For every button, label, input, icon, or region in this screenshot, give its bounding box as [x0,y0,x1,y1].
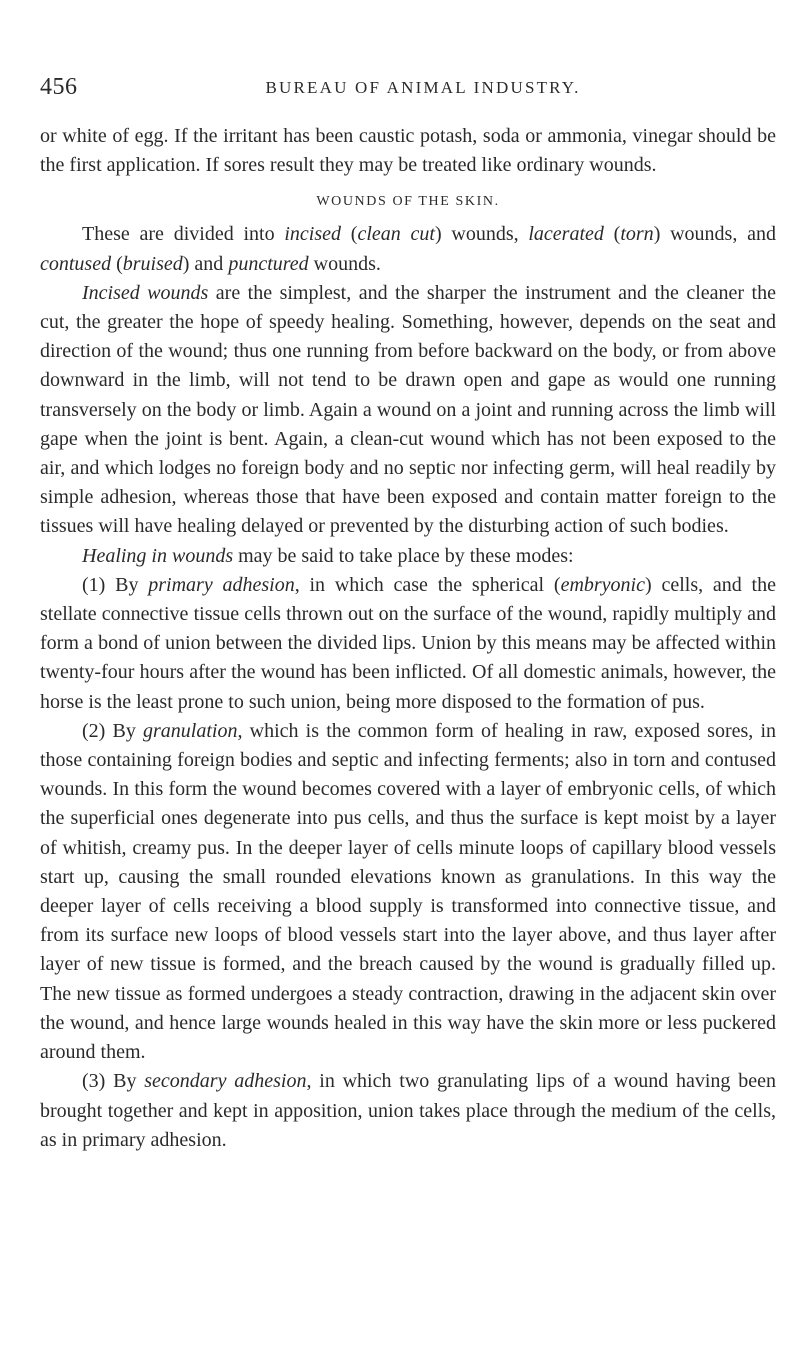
text-run: ( [603,223,621,246]
italic-term: clean cut [357,223,435,246]
italic-term: contused [40,252,112,275]
paragraph-incised-wounds [40,279,776,542]
italic-term: lacerated [528,223,604,246]
text-run: (3) By [82,1070,145,1093]
paragraph-wound-types [40,220,776,278]
text-run: , which is the common form of healing in raw, exposed sores, in those containing foreign bodies and septic and infecting ferments; also in torn and contused wounds. In this form the wound becomes covered with a layer of embryonic cells, of which the superficial ones degenerate into pus cells, and thus the surface is kept moist by a layer of whitish, creamy pus. In the deeper layer of cells minute loops of capillary blood vessels start up, causing the small rounded elevations known as granulations. In this way the deeper layer of cells receiving a blood supply is transformed into connective tissue, and from its surface new loops of blood vessels start into the layer above, and thus layer after layer of new tissue is formed, and the breach caused by the wound is gradually filled up. The new tissue as formed undergoes a steady contraction, drawing in the adjacent skin over the wound, and hence large wounds healed in this way have the skin more or less puckered around them. [40,719,776,1064]
italic-term: embryonic [560,573,645,596]
text-run: ) and [182,252,229,275]
text-run: may be said to take place by these modes: [233,544,574,567]
italic-term: incised [284,223,341,246]
body-text [40,122,776,1155]
italic-term: secondary adhesion [144,1070,307,1093]
italic-term: torn [620,223,654,246]
page-header [40,74,776,104]
text-run: These are divided into [82,223,285,246]
italic-term: Incised wounds [82,281,209,304]
paragraph-primary-adhesion [40,571,776,717]
italic-term: Healing in wounds [82,544,234,567]
text-run: wounds. [308,252,381,275]
text-run: (2) By [82,719,144,742]
text-run: ) wounds, and [653,223,776,246]
italic-term: punctured [228,252,309,275]
text-run: ) wounds, [434,223,529,246]
paragraph-continuation: or white of egg. If the irritant has been caustic potash, soda or ammonia, vinegar should be the first application. If sores result they may be treated like ordinary wounds. [40,125,776,177]
paragraph-secondary-adhesion [40,1067,776,1155]
paragraph-healing-modes [40,542,776,571]
page-number: 456 [40,74,78,100]
running-head: BUREAU OF ANIMAL INDUSTRY. [265,78,581,97]
text-run: , in which two granulating lips of a wound having been brought together and kept in apposition, union takes place through the medium of the cells, as in primary adhesion. [40,1070,776,1151]
section-heading: WOUNDS OF THE SKIN. [316,194,500,210]
italic-term: bruised [122,252,183,275]
text-run: ( [111,252,123,275]
text-run: are the simplest, and the sharper the instrument and the cleaner the cut, the greater the hope of speedy healing. Something, however, depends on the seat and direction of the wound; thus one running from before backward on the body, or from above downward in the limb, will not tend to be drawn open and gape as would one running transversely on the body or limb. Again a wound on a joint and running across the limb will gape when the joint is bent. Again, a clean-cut wound which has not been exposed to the air, and which lodges no foreign body and no septic nor infecting germ, will heal readily by simple adhesion, whereas those that have been exposed and contain matter foreign to the tissues will have healing delayed or prevented by the disturbing action of such bodies. [40,281,776,538]
paragraph-granulation [40,717,776,1067]
text-run: , in which case the spherical ( [294,573,561,596]
text-run: ) cells, and the stellate connective tissue cells thrown out on the surface of the wound, rapidly multiply and form a bond of union between the divided lips. Union by this means may be affected within twenty-four hours after the wound has been inflicted. Of all domestic animals, however, the horse is the least prone to such union, being more disposed to the formation of pus. [40,573,776,713]
text-run: ( [341,223,358,246]
text-run: (1) By [82,573,149,596]
italic-term: primary adhesion [148,573,295,596]
italic-term: granulation [143,719,238,742]
